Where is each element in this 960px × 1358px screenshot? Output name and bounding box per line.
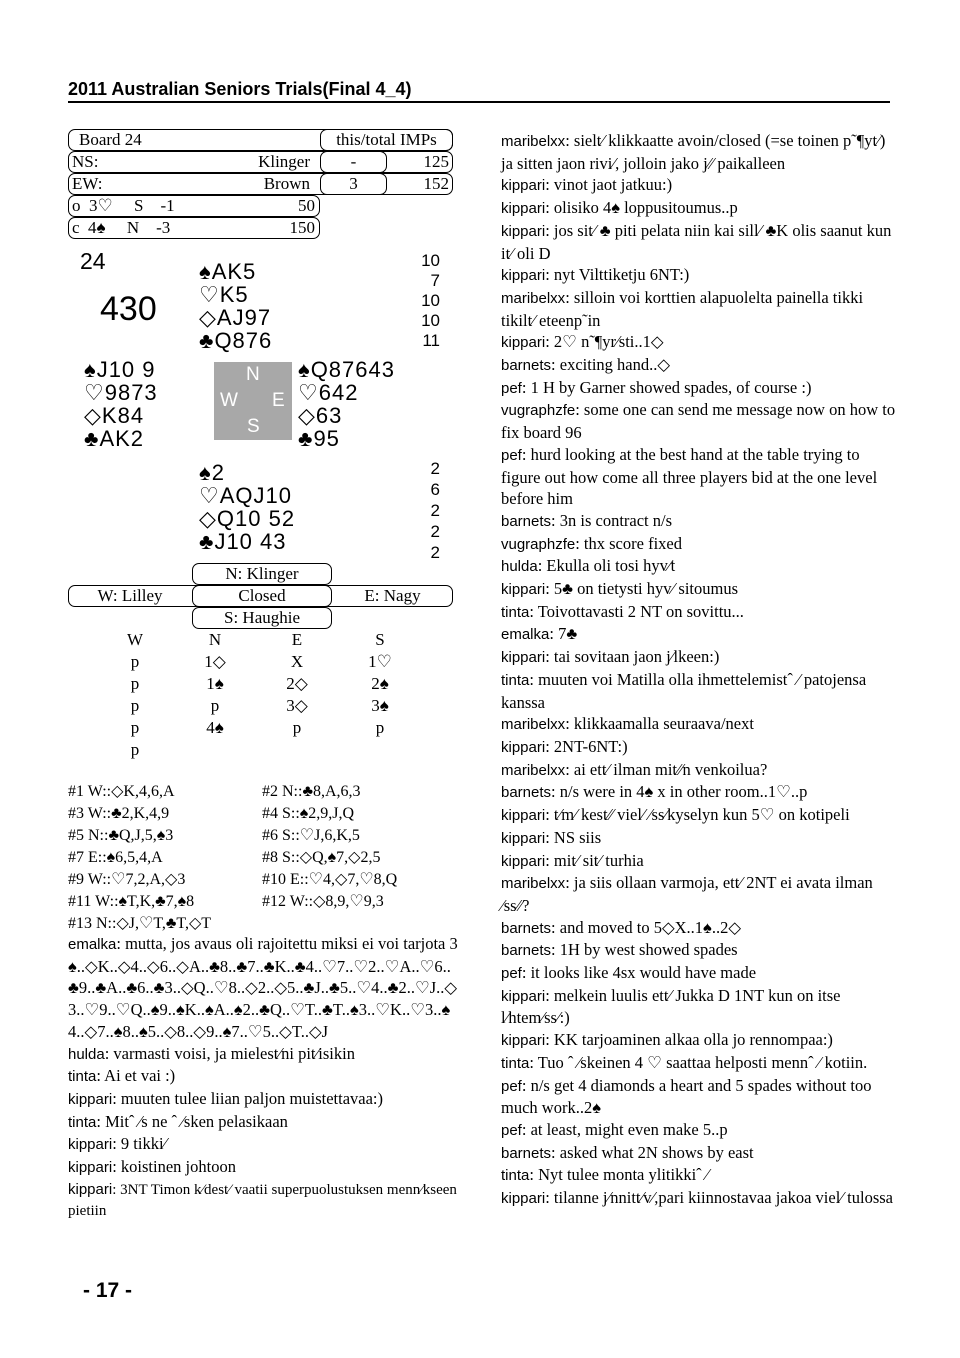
chat-author: kippari — [501, 649, 546, 667]
trick: #10 E::♡4,◇7,♡8,Q — [262, 871, 398, 888]
chat-line — [501, 377, 896, 400]
chat-author: kippari — [501, 334, 546, 352]
chat-line — [68, 1043, 460, 1066]
chat-line — [501, 623, 896, 646]
ns-team: Klinger — [258, 152, 310, 171]
south-clubs: ♣J10 43 — [199, 529, 287, 554]
board-label: Board 24 — [79, 130, 142, 149]
bid: p — [130, 740, 140, 759]
imps-header: this/total IMPs — [336, 130, 437, 149]
player-west: W: Lilley — [97, 586, 163, 605]
chat-line — [501, 601, 896, 624]
chat-line — [501, 917, 896, 940]
left-chat-log — [68, 933, 460, 1223]
chat-line — [68, 1133, 460, 1156]
chat-line — [68, 933, 460, 1043]
trick: #11 W::♠T,K,♣7,♠8 — [68, 893, 195, 910]
open-room-score: 50 — [298, 196, 315, 215]
auction-header-w: W — [126, 630, 144, 649]
chat-text: : varmasti voisi, ja mielest⁄ni pit⁄isikin — [104, 1043, 355, 1063]
south-hearts: ♡AQJ10 — [199, 483, 292, 508]
chat-line — [501, 174, 896, 197]
chat-line — [501, 264, 896, 287]
chat-author: barnets — [501, 784, 552, 802]
east-hand — [298, 358, 395, 450]
compass-w: W — [220, 390, 238, 411]
west-spades: ♠J10 9 — [84, 357, 156, 382]
trick: #4 S::♠2,9,J,Q — [262, 805, 355, 822]
chat-text: : 2NT-6NT:) — [545, 736, 628, 756]
chat-text: : Ekulla oli tosi hyv⁄t — [537, 556, 676, 576]
chat-text: : klikkaamalla seuraava/next — [565, 714, 754, 734]
chat-text: : olisiko 4♠ loppusitoumus..p — [545, 198, 738, 218]
west-hand — [84, 358, 158, 450]
chat-line — [501, 1119, 896, 1142]
east-diamonds: ◇63 — [298, 403, 343, 428]
chat-line — [501, 578, 896, 601]
south-diamonds: ◇Q10 52 — [199, 506, 296, 531]
chat-line — [501, 533, 896, 556]
chat-author: maribelxx — [501, 289, 566, 307]
trick: #9 W::♡7,2,A,◇3 — [68, 871, 186, 888]
west-hearts: ♡9873 — [84, 380, 158, 405]
chat-text: : mit⁄ sit⁄ turhia — [545, 850, 644, 870]
bid: X — [290, 652, 304, 671]
chat-text: : KK tarjoaminen alkaa olla jo rennompaa:) — [545, 1030, 833, 1050]
chat-line — [501, 985, 896, 1029]
chat-line — [501, 197, 896, 220]
chat-author: vugraphzfe — [501, 535, 576, 553]
chat-text: : silloin voi korttien alapuolelta painella tikki tikilt⁄ eteenp˜in — [501, 287, 864, 330]
north-spades: ♠AK5 — [199, 259, 257, 284]
chat-text: : 1 H by Garner showed spades, of course :) — [521, 377, 812, 397]
trick: #7 E::♠6,5,4,A — [68, 849, 163, 866]
trick: #6 S::♡J,6,K,5 — [262, 827, 360, 844]
chat-line — [501, 1075, 896, 1119]
chat-text: : jos sit⁄ ♣ piti pelata niin kai sill⁄ ♣K olis saanut kun it⁄ oli D — [501, 220, 892, 263]
trick-count: 2 — [430, 543, 440, 562]
north-diamonds: ◇AJ97 — [199, 305, 272, 330]
ns-board-imps: - — [350, 152, 357, 171]
chat-line — [501, 444, 896, 510]
bid: 2◇ — [286, 674, 308, 693]
chat-text: : 7♣ — [549, 624, 578, 644]
page-number: - 17 - — [83, 1279, 133, 1302]
chat-author: kippari — [501, 987, 546, 1005]
chat-author: kippari — [501, 222, 546, 240]
bid: p — [375, 718, 385, 737]
chat-text: : thx score fixed — [575, 533, 682, 553]
chat-line — [501, 804, 896, 827]
header-rule — [68, 101, 890, 103]
chat-line — [501, 1142, 896, 1165]
compass-rose — [214, 362, 292, 440]
chat-line — [501, 555, 896, 578]
ew-label: EW: — [72, 174, 103, 193]
chat-text: : muuten voi Matilla olla ihmettelemistˆ ⁄ patojensa kanssa — [501, 669, 867, 712]
chat-author: kippari — [501, 1190, 546, 1208]
chat-text: : 2♡ n˜¶yr⁄sti..1◇ — [545, 332, 664, 352]
chat-line — [501, 510, 896, 533]
chat-author: kippari — [501, 581, 546, 599]
chat-author: tinta — [68, 1068, 97, 1086]
chat-author: pef — [501, 446, 522, 464]
chat-author: kippari — [68, 1180, 113, 1198]
chat-text: : at least, might even make 5..p — [521, 1119, 728, 1139]
chat-author: hulda — [68, 1045, 105, 1063]
south-hand — [199, 461, 295, 553]
chat-text: : Ai et vai :) — [96, 1066, 176, 1086]
chat-line — [501, 850, 896, 873]
chat-author: kippari — [501, 738, 546, 756]
ew-team: Brown — [263, 174, 310, 193]
chat-author: maribelxx — [501, 761, 566, 779]
chat-text: : hurd looking at the best hand at the table trying to figure out how come all three players bid at the one level before him — [501, 444, 878, 509]
east-hearts: ♡642 — [298, 380, 359, 405]
chat-text: : n/s get 4 diamonds a heart and 5 spades without too much work..2♠ — [501, 1075, 872, 1118]
ns-total-imps: 125 — [423, 152, 449, 171]
page-header-title: 2011 Australian Seniors Trials(Final 4_4) — [68, 79, 412, 99]
chat-author: kippari — [501, 829, 546, 847]
chat-line — [501, 399, 896, 443]
bid: 1◇ — [204, 652, 226, 671]
chat-text: : muuten tulee liian paljon muistettavaa:) — [112, 1088, 383, 1108]
chat-line — [68, 1065, 460, 1088]
chat-text: : it looks like 4sx would have made — [521, 963, 757, 983]
bid: p — [210, 696, 220, 715]
east-clubs: ♣95 — [298, 426, 340, 451]
chat-line — [68, 1111, 460, 1134]
south-spades: ♠2 — [199, 460, 225, 485]
closed-room-contract: c 4♠ N -3 — [72, 218, 171, 237]
bid: p — [130, 674, 140, 693]
chat-author: emalka — [501, 626, 550, 644]
bid: p — [292, 718, 302, 737]
chat-author: emalka — [68, 936, 117, 953]
chat-text: : Toivottavasti 2 NT on sovittu... — [529, 601, 744, 621]
trick: #2 N::♣8,A,6,3 — [262, 783, 361, 800]
trick: #3 W::♣2,K,4,9 — [68, 805, 170, 822]
chat-line — [68, 1156, 460, 1179]
chat-author: kippari — [501, 852, 546, 870]
north-hearts: ♡K5 — [199, 282, 249, 307]
chat-author: barnets — [501, 357, 552, 375]
chat-text: : 3n is contract n/s — [551, 510, 673, 530]
chat-text: : melkein luulis ett⁄ Jukka D 1NT kun on itse l⁄htem⁄ss⁄:) — [501, 985, 841, 1028]
chat-line — [68, 1179, 460, 1223]
chat-author: barnets — [501, 1144, 552, 1162]
trick-count: 10 — [421, 251, 440, 270]
chat-line — [501, 669, 896, 713]
chat-line — [501, 962, 896, 985]
bid: 3◇ — [286, 696, 308, 715]
trick-count: 2 — [430, 522, 440, 541]
chat-line — [501, 220, 896, 264]
chat-author: maribelxx — [501, 716, 566, 734]
chat-text: : ai ett⁄ ilman mit⁄⁄n venkoilua? — [565, 759, 768, 779]
compass-e: E — [272, 390, 285, 411]
chat-line — [501, 354, 896, 377]
chat-author: pef — [501, 1077, 522, 1095]
player-north: N: Klinger — [225, 564, 299, 583]
chat-text: : mutta, jos avaus oli rajoitettu miksi ei voi tarjota 3♠..◇K..◇4..◇6..◇A..♣8..♣7..♣K..♣4..♡7..♡2..♡A..♡6..♣9..♣A..♣6..♣3..◇Q..♡8..◇2..◇5..♣J..♣5..♡4..♣2..♡J..◇3..♡9..♡Q..♠9..♠K..♠A..♠2..♣Q..♡T..♣T..♠3..♡K..♡3..♠4..◇7..♠8..♠5..◇8..◇9..♠7..♡5..◇T..◇J — [68, 934, 458, 1041]
chat-line — [501, 1029, 896, 1052]
chat-text: : Nyt tulee monta ylitikkiˆ ⁄ — [529, 1165, 709, 1185]
chat-line — [501, 1052, 896, 1075]
chat-line — [501, 287, 896, 331]
trick-count: 7 — [430, 271, 440, 290]
chat-author: tinta — [501, 671, 530, 689]
chat-author: pef — [501, 1121, 522, 1139]
north-clubs: ♣Q876 — [199, 328, 273, 353]
chat-text: : some one can send me message now on how to fix board 96 — [501, 400, 896, 443]
ew-board-imps: 3 — [349, 174, 358, 193]
bid: 2♠ — [371, 674, 389, 693]
closed-room-score: 150 — [289, 218, 315, 237]
chat-author: tinta — [501, 1054, 530, 1072]
trick-count: 10 — [421, 311, 440, 330]
trick-count: 2 — [430, 501, 440, 520]
chat-line — [501, 736, 896, 759]
chat-author: kippari — [68, 1090, 113, 1108]
trick: #13 N::◇J,♡T,♣T,◇T — [68, 915, 212, 932]
chat-line — [501, 713, 896, 736]
chat-author: kippari — [501, 807, 546, 825]
chat-text: : 5♣ on tietysti hyv⁄ sitoumus — [545, 579, 738, 599]
trick-count: 10 — [421, 291, 440, 310]
chat-author: pef — [501, 379, 522, 397]
right-chat-log — [501, 130, 896, 1210]
compass-s: S — [247, 416, 260, 437]
sn-trick-column — [410, 458, 440, 563]
chat-line — [501, 759, 896, 782]
chat-text: : nyt Vilttiketju 6NT:) — [545, 265, 690, 285]
chat-text: : vinot jaot jatkuu:) — [545, 175, 673, 195]
chat-text: : tai sovitaan jaon j⁄lkeen:) — [545, 647, 720, 667]
trick-count: 6 — [430, 480, 440, 499]
deal-board-number: 24 — [80, 248, 106, 274]
chat-text: : ja siis ollaan varmoja, ett⁄ 2NT ei avata ilman ⁄ss⁄⁄? — [501, 873, 873, 915]
chat-text: : t⁄m⁄ kest⁄⁄ viel⁄ ⁄ss⁄kyselyn kun 5♡ on kotipeli — [545, 805, 850, 825]
player-south: S: Haughie — [223, 608, 301, 627]
chat-line — [501, 1164, 896, 1187]
chat-author: tinta — [501, 1167, 530, 1185]
west-diamonds: ◇K84 — [84, 403, 145, 428]
chat-author: tinta — [501, 603, 530, 621]
chat-author: hulda — [501, 558, 538, 576]
chat-author: barnets — [501, 512, 552, 530]
chat-text: : sielt⁄ klikkaatte avoin/closed (=se toinen p˜¶yt⁄) ja sitten jaon rivi⁄, jolloin jako j⁄⁄ paikalleen — [501, 131, 886, 173]
chat-author: barnets — [501, 942, 552, 960]
chat-text: : NS siis — [545, 827, 602, 847]
chat-author: vugraphzfe — [501, 402, 576, 420]
chat-text: : koistinen johtoon — [112, 1157, 236, 1177]
chat-text: : n/s were in 4♠ x in other room..1♡..p — [551, 782, 808, 802]
chat-line — [501, 130, 896, 174]
chat-line — [501, 872, 896, 916]
north-hand — [199, 260, 272, 352]
deal-score: 430 — [100, 290, 157, 328]
chat-text: : asked what 2N shows by east — [551, 1142, 754, 1162]
chat-author: kippari — [501, 200, 546, 218]
chat-author: barnets — [501, 919, 552, 937]
chat-text: : Tuo ˆ ⁄skeinen 4 ♡ saattaa helposti mennˆ ⁄ kotiin. — [529, 1052, 868, 1072]
chat-line — [501, 1187, 896, 1210]
chat-author: kippari — [501, 1032, 546, 1050]
bid: 1♠ — [206, 674, 224, 693]
ns-trick-column — [410, 251, 440, 351]
chat-line — [501, 939, 896, 962]
bid: 4♠ — [206, 718, 224, 737]
chat-author: tinta — [68, 1113, 97, 1131]
chat-author: kippari — [501, 177, 546, 195]
ew-total-imps: 152 — [423, 174, 449, 193]
auction-header-n: N — [208, 630, 222, 649]
room-name: Closed — [238, 586, 286, 605]
open-room-contract: o 3♡ S -1 — [72, 196, 175, 215]
chat-line — [68, 1088, 460, 1111]
chat-text: : tilanne j⁄nnitt⁄v⁄,pari kiinnostavaa jakoa viel⁄ tulossa — [545, 1188, 894, 1208]
player-east: E: Nagy — [364, 586, 421, 605]
trick: #12 W::◇8,9,♡9,3 — [262, 893, 384, 910]
chat-text: : Mitˆ ⁄s ne ˆ ⁄sken pelasikaan — [96, 1111, 288, 1131]
trick: #1 W::◇K,4,6,A — [68, 783, 175, 800]
trick-count: 2 — [430, 459, 440, 478]
chat-author: kippari — [501, 267, 546, 285]
chat-line — [501, 646, 896, 669]
chat-author: pef — [501, 965, 522, 983]
east-spades: ♠Q87643 — [298, 357, 395, 382]
bid: p — [130, 652, 140, 671]
compass-n: N — [246, 364, 260, 385]
auction-header-s: S — [375, 630, 385, 649]
chat-line — [501, 331, 896, 354]
chat-text: : 9 tikki⁄ — [112, 1134, 167, 1154]
chat-author: maribelxx — [501, 133, 566, 150]
trick: #8 S::◇Q,♠7,◇2,5 — [262, 849, 381, 866]
bid: 3♠ — [371, 696, 389, 715]
bid: 1♡ — [368, 652, 392, 671]
trick: #5 N::♣Q,J,5,♠3 — [68, 827, 174, 844]
chat-line — [501, 781, 896, 804]
chat-text: : 3NT Timon k⁄dest⁄ vaatii superpuolustuksen menn⁄kseen pietiin — [68, 1181, 457, 1220]
ns-label: NS: — [72, 152, 99, 171]
chat-text: : 1H by west showed spades — [551, 940, 738, 960]
trick-count: 11 — [422, 331, 440, 350]
auction-header-e: E — [291, 630, 303, 649]
chat-text: : exciting hand..◇ — [551, 355, 671, 375]
bid: p — [130, 696, 140, 715]
chat-author: maribelxx — [501, 875, 566, 893]
chat-author: kippari — [68, 1136, 113, 1154]
chat-text: : and moved to 5◇X..1♠..2◇ — [551, 917, 742, 937]
west-clubs: ♣AK2 — [84, 426, 145, 451]
chat-line — [501, 827, 896, 850]
bid: p — [130, 718, 140, 737]
chat-author: kippari — [68, 1159, 113, 1177]
